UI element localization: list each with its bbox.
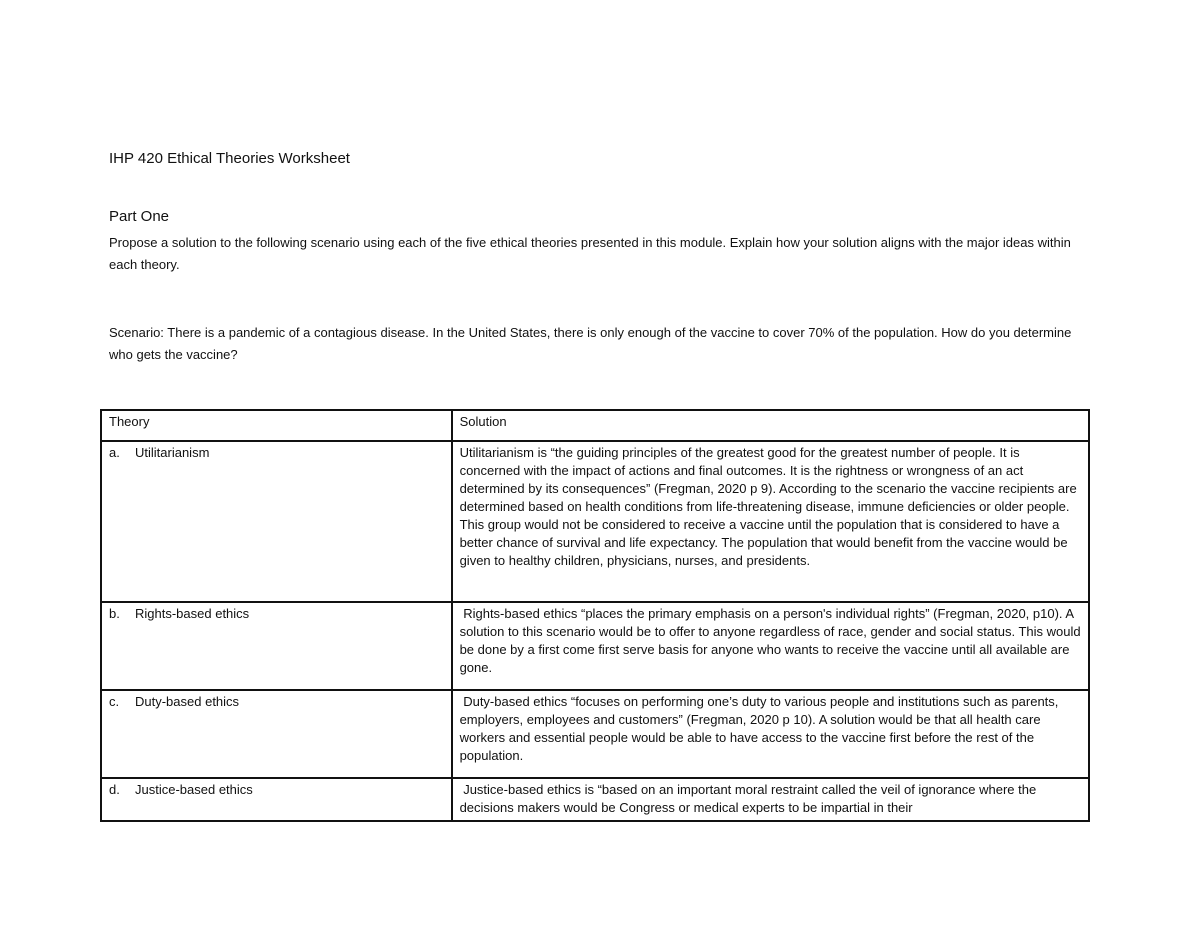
theory-name: Justice-based ethics bbox=[135, 782, 253, 797]
ethical-theories-table bbox=[100, 409, 1090, 822]
solution-cell: Utilitarianism is “the guiding principles of the greatest good for the greatest number of people. It is concerned with the impact of actions and final outcomes. It is the rightness or wrongness of an act determined by its consequences” (Fregman, 2020 p 9). According to the scenario the vaccine recipients are determined based on health conditions from life-threatening disease, immune deficiencies or older people. This group would not be considered to receive a vaccine until the population that is considered to have a better chance of survival and life expectancy. The population that would benefit from the vaccine would be given to healthy children, physicians, nurses, and presidents. bbox=[452, 441, 1089, 602]
theory-cell bbox=[101, 441, 452, 602]
instructions-text: Propose a solution to the following scenario using each of the five ethical theories presented in this module. Explain how your solution aligns with the major ideas within each theory. bbox=[109, 235, 1071, 272]
header-theory: Theory bbox=[101, 410, 452, 441]
theory-name: Duty-based ethics bbox=[135, 694, 240, 709]
solution-cell: Duty-based ethics “focuses on performing one’s duty to various people and institutions such as parents, employers, employees and customers” (Fregman, 2020 p 10). A solution would be that all health care workers and essential people would be able to have access to the vaccine first before the rest of the population. bbox=[452, 690, 1089, 778]
theory-cell bbox=[101, 778, 452, 821]
part-heading: Part One bbox=[109, 208, 170, 225]
item-letter: d. bbox=[109, 782, 120, 797]
scenario-text: Scenario: There is a pandemic of a contagious disease. In the United States, there is only enough of the vaccine to cover 70% of the population. How do you determine who gets the vaccine? bbox=[109, 325, 1072, 362]
table-row bbox=[101, 441, 1089, 602]
item-letter: c. bbox=[109, 694, 120, 709]
theory-name: Rights-based ethics bbox=[135, 606, 250, 621]
table-row bbox=[101, 690, 1089, 778]
table-row bbox=[101, 778, 1089, 821]
solution-text: Justice-based ethics is “based on an important moral restraint called the veil of ignorance where the decisions makers would be Congress or medical experts to be impartial in their bbox=[459, 782, 1040, 815]
theory-cell bbox=[101, 602, 452, 690]
theory-name: Utilitarianism bbox=[135, 445, 210, 460]
table-header-row bbox=[101, 410, 1089, 441]
table-row bbox=[101, 602, 1089, 690]
header-solution: Solution bbox=[452, 410, 1089, 441]
item-letter: b. bbox=[109, 606, 120, 621]
solution-cell: Rights-based ethics “places the primary emphasis on a person's individual rights” (Fregman, 2020, p10). A solution to this scenario would be to offer to anyone regardless of race, gender and social status. This would be done by a first come first serve basis for anyone who wants to receive the vaccine until all available are gone. bbox=[452, 602, 1089, 690]
solution-cell bbox=[452, 778, 1089, 821]
theory-cell bbox=[101, 690, 452, 778]
document-title: IHP 420 Ethical Theories Worksheet bbox=[109, 150, 350, 167]
item-letter: a. bbox=[109, 445, 120, 460]
